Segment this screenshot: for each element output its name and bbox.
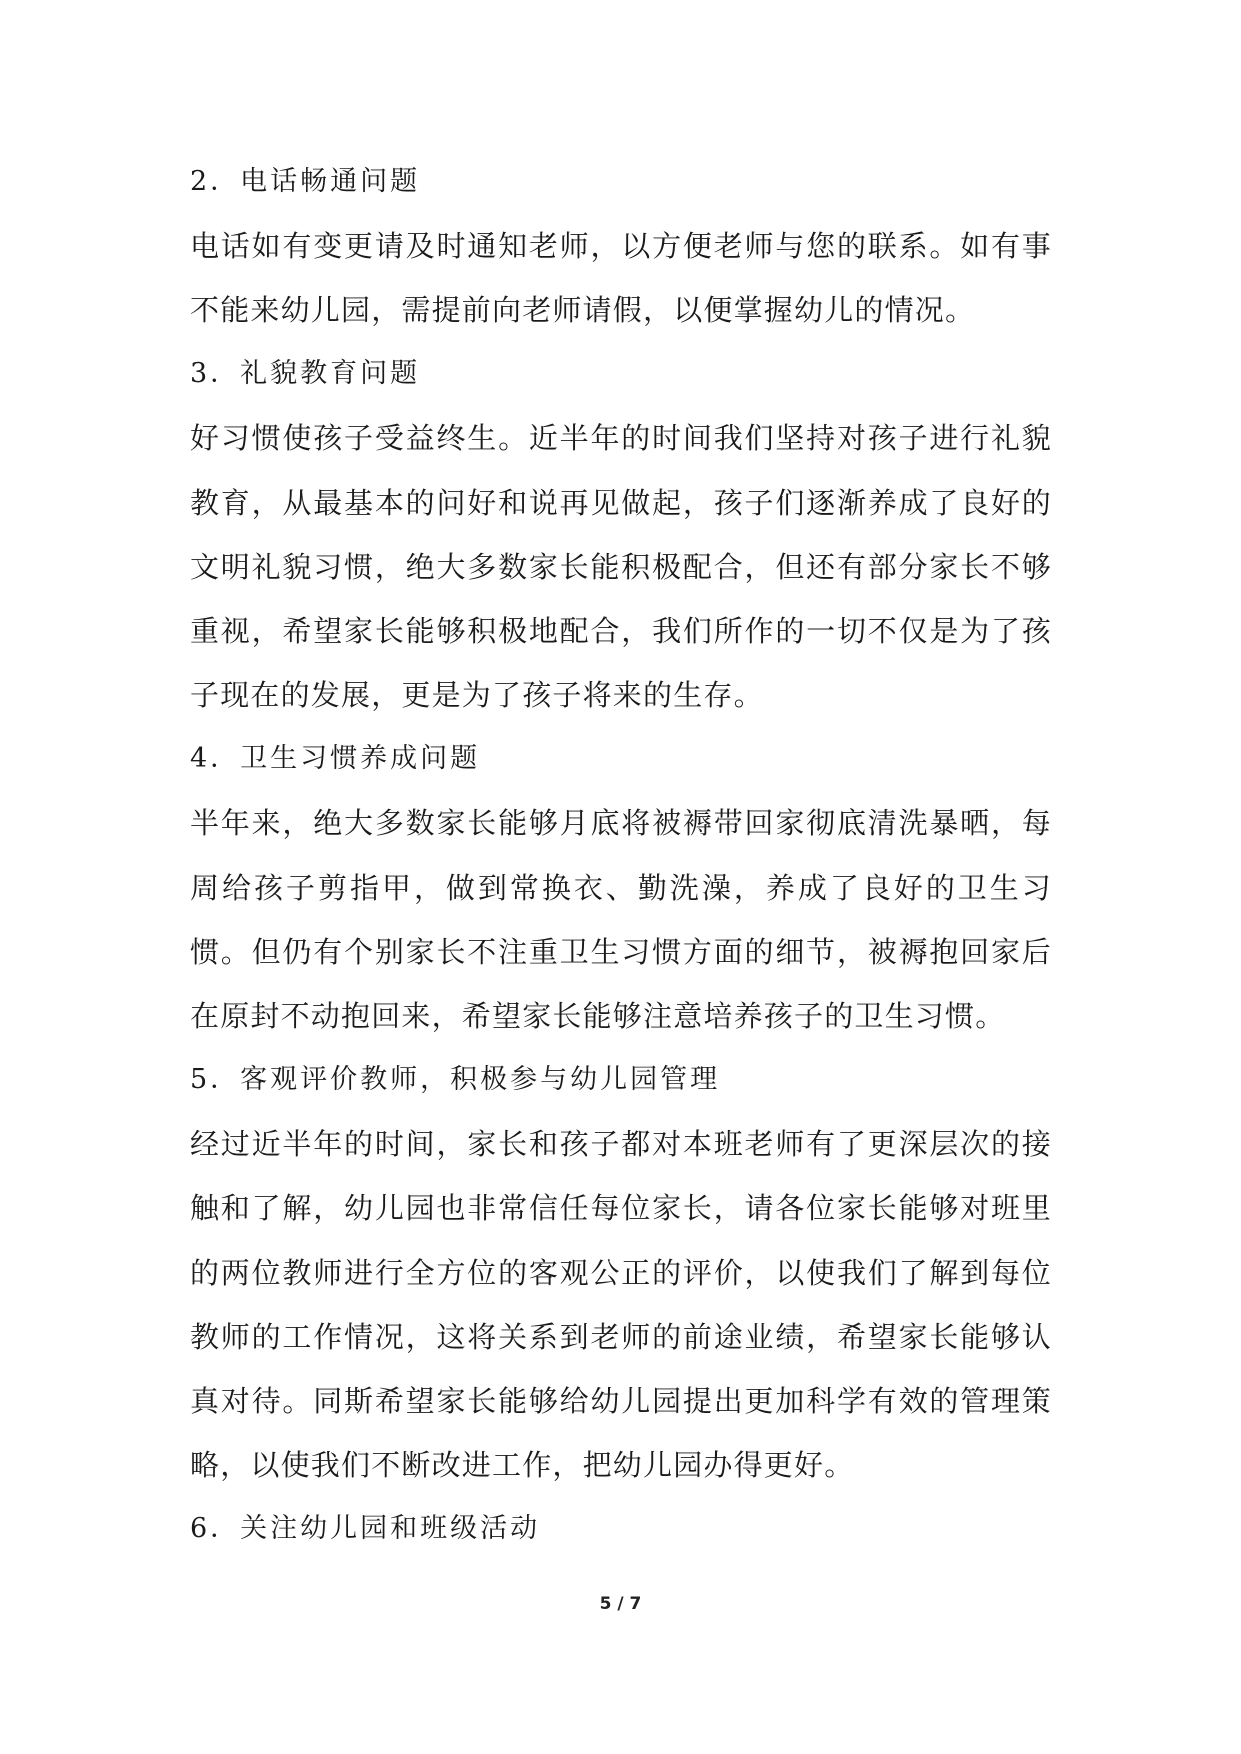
section-paragraph: 电话如有变更请及时通知老师，以方便老师与您的联系。如有事不能来幼儿园，需提前向老师请假，以便掌握幼儿的情况。: [190, 229, 1052, 328]
page-number: 5 / 7: [599, 1594, 642, 1614]
section-heading: 2．电话畅通问题: [190, 166, 421, 197]
section-heading: 4．卫生习惯养成问题: [190, 743, 481, 775]
section-paragraph: 好习惯使孩子受益终生。近半年的时间我们坚持对孩子进行礼貌教育，从最基本的问好和说再见做起，孩子们逐渐养成了良好的文明礼貌习惯，绝大多数家长能积极配合，但还有部分家长不够重视，希望家长能够积极地配合，我们所作的一切不仅是为了孩子现在的发展，更是为了孩子将来的生存。: [190, 421, 1052, 713]
section-heading: 3．礼貌教育问题: [190, 358, 421, 390]
section-paragraph: 经过近半年的时间，家长和孩子都对本班老师有了更深层次的接触和了解，幼儿园也非常信任每位家长，请各位家长能够对班里的两位教师进行全方位的客观公正的评价，以使我们了解到每位教师的工作情况，这将关系到老师的前途业绩，希望家长能够认真对待。同斯希望家长能够给幼儿园提出更加科学有效的管理策略，以使我们不断改进工作，把幼儿园办得更好。: [190, 1127, 1052, 1483]
document-body: [190, 150, 1052, 1561]
section-heading: 6．关注幼儿园和班级活动: [190, 1513, 541, 1545]
section-heading: 5．客观评价教师，积极参与幼儿园管理: [190, 1064, 721, 1096]
section-paragraph: 半年来，绝大多数家长能够月底将被褥带回家彻底清洗暴晒，每周给孩子剪指甲，做到常换衣、勤洗澡，养成了良好的卫生习惯。但仍有个别家长不注重卫生习惯方面的细节，被褥抱回家后在原封不动抱回来，希望家长能够注意培养孩子的卫生习惯。: [190, 806, 1052, 1034]
